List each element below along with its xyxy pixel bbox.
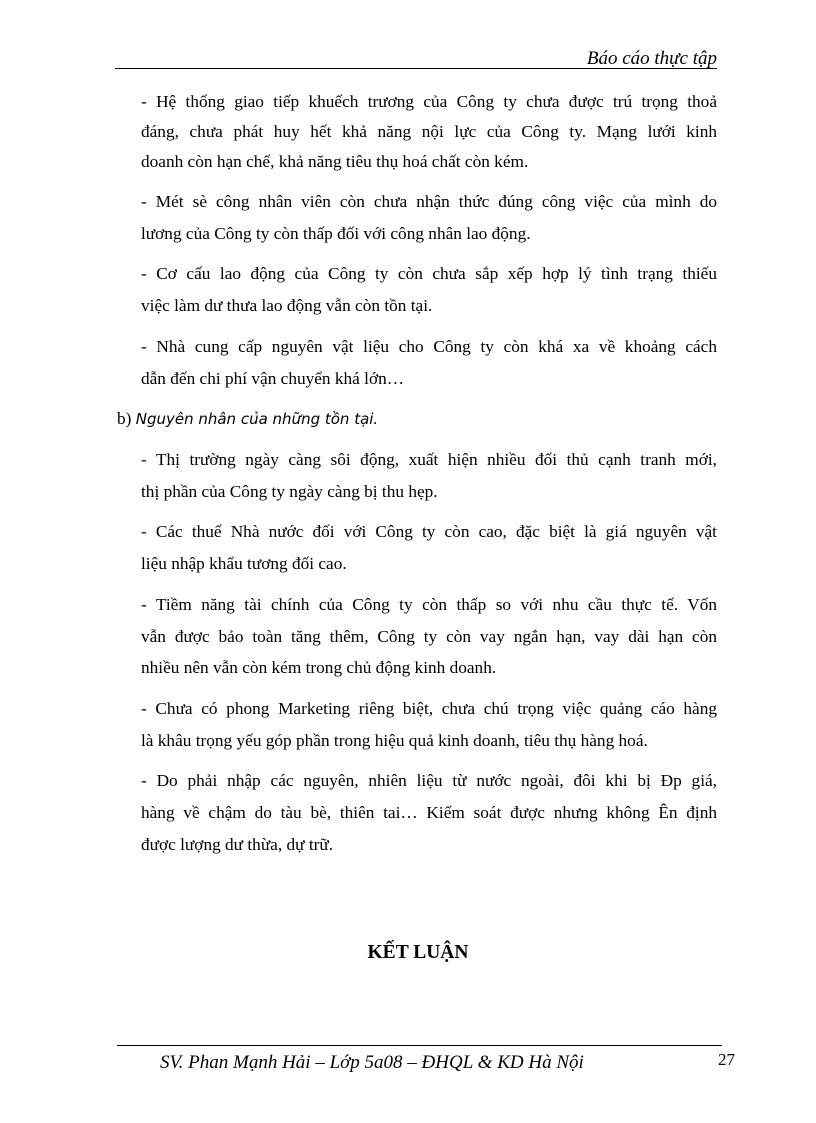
paragraph-line: - Do phải nhập các nguyên, nhiên liệu từ nước ngoài, đôi khi bị Ðp giá, bbox=[141, 771, 717, 790]
paragraph-line: - Mét sè công nhân viên còn chưa nhận thức đúng công việc của mình do bbox=[141, 192, 717, 211]
paragraph-line: - Cơ cấu lao động của Công ty còn chưa sắp xếp hợp lý tình trạng thiếu bbox=[141, 264, 717, 283]
paragraph-line: - Nhà cung cấp nguyên vật liệu cho Công ty còn khá xa về khoảng cách bbox=[141, 337, 717, 356]
paragraph-line: - Chưa có phong Marketing riêng biệt, chưa chú trọng việc quảng cáo hàng bbox=[141, 699, 717, 718]
paragraph-line: liệu nhập khẩu tương đối cao. bbox=[141, 554, 347, 573]
subheading-causes bbox=[117, 409, 378, 429]
paragraph-line: vẫn được bảo toàn tăng thêm, Công ty còn vay ngắn hạn, vay dài hạn còn bbox=[141, 627, 717, 646]
header-rule bbox=[115, 68, 717, 69]
subheading-text: Nguyên nhân của những tồn tại. bbox=[135, 410, 379, 428]
paragraph-line: lương của Công ty còn thấp đối với công nhân lao động. bbox=[141, 224, 531, 243]
paragraph-line: dẫn đến chi phí vận chuyển khá lớn… bbox=[141, 369, 405, 388]
paragraph-line: doanh còn hạn chế, khả năng tiêu thụ hoá chất còn kém. bbox=[141, 152, 529, 171]
running-header-title: Báo cáo thực tập bbox=[586, 48, 717, 69]
paragraph-line: được lượng dư thừa, dự trữ. bbox=[141, 835, 334, 854]
paragraph-line: thị phần của Công ty ngày càng bị thu hẹp. bbox=[141, 482, 438, 501]
paragraph-line: - Hệ thống giao tiếp khuếch trương của Công ty chưa được trú trọng thoả bbox=[141, 92, 717, 111]
conclusion-heading: KẾT LUẬN bbox=[367, 942, 469, 963]
page-number: 27 bbox=[718, 1050, 735, 1069]
paragraph-line: đáng, chưa phát huy hết khả năng nội lực của Công ty. Mạng lưới kinh bbox=[141, 122, 717, 141]
paragraph-line: việc làm dư thưa lao động vẫn còn tồn tại. bbox=[141, 296, 433, 315]
footer-rule bbox=[117, 1045, 722, 1046]
paragraph-line: là khâu trọng yếu góp phần trong hiệu quả kinh doanh, tiêu thụ hàng hoá. bbox=[141, 731, 648, 750]
footer-author-line: SV. Phan Mạnh Hải – Lớp 5a08 – ĐHQL & KD Hà Nội bbox=[160, 1052, 584, 1073]
paragraph-line: hàng về chậm do tàu bè, thiên tai… Kiểm soát được nhưng không Ên định bbox=[141, 803, 717, 822]
paragraph-line: - Thị trường ngày càng sôi động, xuất hiện nhiều đối thủ cạnh tranh mới, bbox=[141, 450, 717, 469]
subheading-prefix: b) bbox=[117, 409, 136, 428]
paragraph-line: nhiều nên vẫn còn kém trong chủ động kinh doanh. bbox=[141, 658, 497, 677]
paragraph-line: - Các thuế Nhà nước đối với Công ty còn cao, đặc biệt là giá nguyên vật bbox=[141, 522, 717, 541]
paragraph-line: - Tiềm năng tài chính của Công ty còn thấp so với nhu cầu thực tế. Vốn bbox=[141, 595, 717, 614]
